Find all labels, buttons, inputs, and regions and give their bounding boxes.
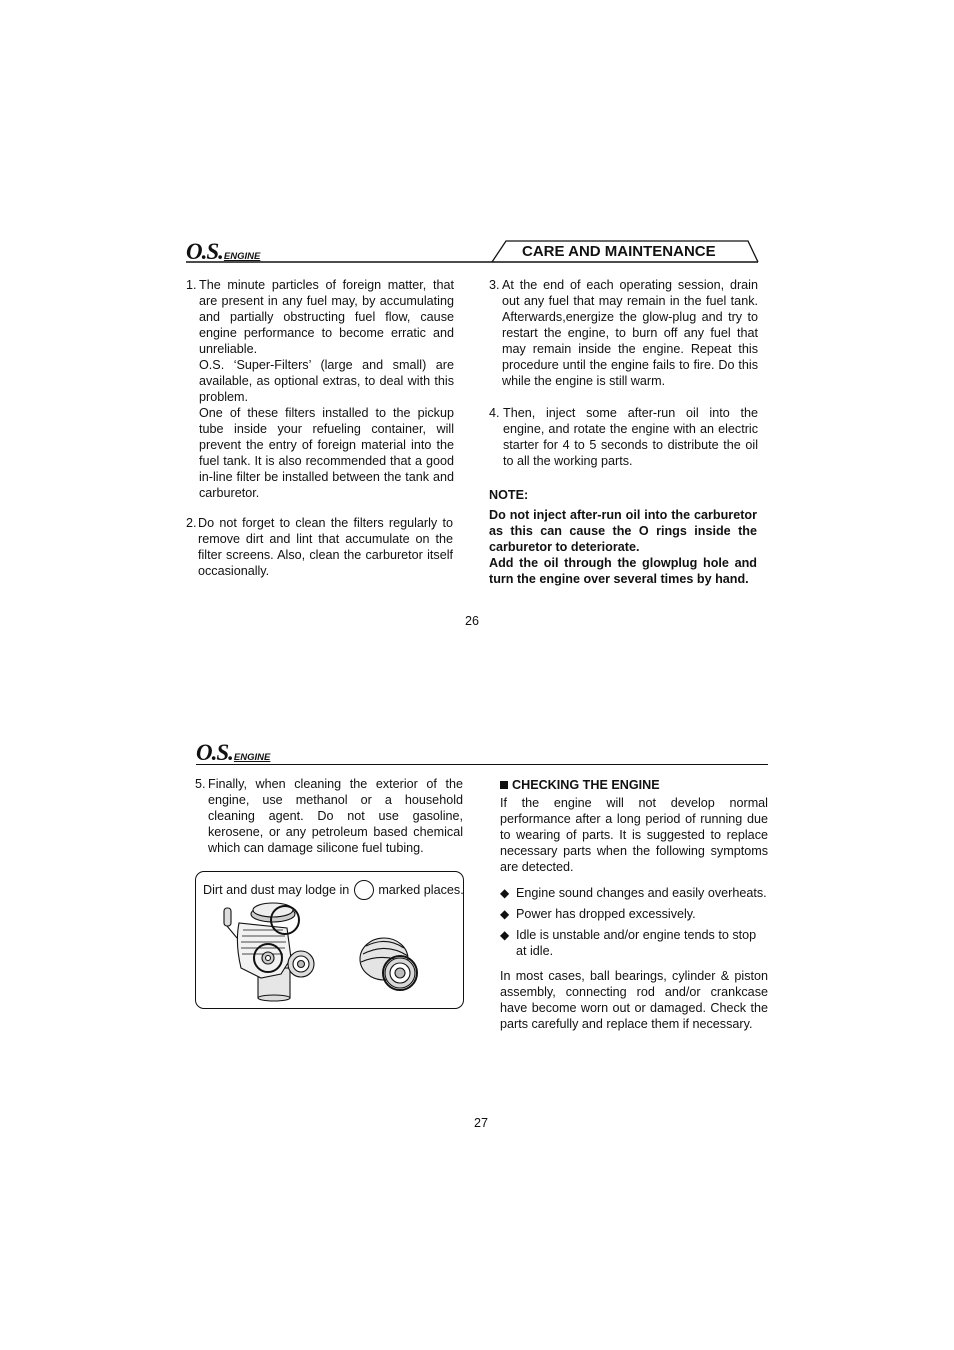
item-5-text: Finally, when cleaning the exterior of the engine, use methanol or a household cleaning agent. Do not use gasoline, kerosene, or any petroleum based chemical which can damage silicone fuel tubing. xyxy=(208,777,463,855)
item-1-paragraph-2: O.S. ‘Super-Filters’ (large and small) are available, as optional extras, to deal with this problem. xyxy=(199,358,454,404)
logo-main: O.S. xyxy=(196,740,233,765)
symptom-item xyxy=(500,906,768,922)
square-bullet-icon xyxy=(500,781,508,789)
figure-caption-before: Dirt and dust may lodge in xyxy=(203,883,350,897)
item-number: 4. xyxy=(489,406,500,420)
logo-sub: ENGINE xyxy=(223,251,261,262)
note-heading: NOTE: xyxy=(489,488,529,502)
page-number: 26 xyxy=(465,614,480,628)
note-block xyxy=(489,487,757,587)
item-number: 1. xyxy=(186,278,197,292)
diamond-bullet-icon: ◆ xyxy=(500,907,510,921)
item-1-paragraph-1: The minute particles of foreign matter, that are present in any fuel may, by accumulating and partially obstructing fuel flow, cause engine performance to become erratic and unreliable. xyxy=(199,278,454,356)
item-number: 2. xyxy=(186,516,197,530)
engine-carburetor-illustration xyxy=(221,898,331,1002)
checking-heading: CHECKING THE ENGINE xyxy=(512,778,660,792)
maintenance-item-1 xyxy=(186,277,454,501)
symptom-text: Engine sound changes and easily overheats. xyxy=(516,886,767,900)
maintenance-item-4 xyxy=(489,405,758,469)
page-number: 27 xyxy=(474,1116,489,1130)
figure-caption-after: marked places. xyxy=(378,883,464,897)
maintenance-item-2 xyxy=(186,515,453,579)
item-2-text: Do not forget to clean the filters regularly to remove dirt and lint that accumulate on the filter screens. Also, clean the carburetor itself occasionally. xyxy=(198,516,453,578)
symptom-item xyxy=(500,927,768,959)
note-body-2: Add the oil through the glowplug hole and turn the engine over several times by hand. xyxy=(489,556,757,586)
cleaning-figure-box xyxy=(195,871,464,1009)
checking-heading-row xyxy=(500,777,768,793)
section-title: CARE AND MAINTENANCE xyxy=(522,243,716,260)
diamond-bullet-icon: ◆ xyxy=(500,886,510,900)
item-4-text: Then, inject some after-run oil into the engine, and rotate the engine with an electric starter for 4 to 5 seconds to distribute the oil to all the working parts. xyxy=(503,406,758,468)
symptom-text: Power has dropped excessively. xyxy=(516,907,696,921)
item-number: 3. xyxy=(489,278,500,292)
checking-conclusion: In most cases, ball bearings, cylinder & piston assembly, connecting rod and/or crankcase have become worn out or damaged. Check the parts carefully and replace them if necessary. xyxy=(500,969,768,1031)
engine-rear-illustration xyxy=(356,934,426,994)
checking-engine-section xyxy=(500,777,768,1032)
header-rule xyxy=(196,764,768,765)
symptom-text: Idle is unstable and/or engine tends to stop at idle. xyxy=(516,928,757,958)
item-3-text: At the end of each operating session, drain out any fuel that may remain in the fuel tank. Afterwards,energize the glow-plug and try to restart the engine, to burn off any fuel that may remain inside the engine. Repeat this procedure until the engine fails to fire. Do this while the engine is still warm. xyxy=(502,278,758,388)
circle-marker-icon xyxy=(354,880,374,900)
symptom-item xyxy=(500,885,768,901)
figure-caption xyxy=(203,880,464,900)
diamond-bullet-icon: ◆ xyxy=(500,928,510,942)
symptom-list xyxy=(500,885,768,959)
logo-sub: ENGINE xyxy=(233,752,271,763)
checking-intro: If the engine will not develop normal performance after a long period of running due to wearing of parts. It is suggested to replace necessary parts when the following symptoms are detected. xyxy=(500,796,768,874)
item-number: 5. xyxy=(195,777,206,791)
note-body-1: Do not inject after-run oil into the carburetor as this can cause the O rings inside the carburetor to deteriorate. xyxy=(489,508,757,554)
logo-main: O.S. xyxy=(186,239,223,264)
maintenance-item-3 xyxy=(489,277,758,389)
os-engine-logo xyxy=(196,741,270,764)
maintenance-item-5 xyxy=(195,776,463,856)
item-1-paragraph-3: One of these filters installed to the pickup tube inside your refueling container, will prevent the entry of foreign material into the fuel tank. It is also recommended that a good in-line filter be installed between the tank and carburetor. xyxy=(199,406,454,500)
